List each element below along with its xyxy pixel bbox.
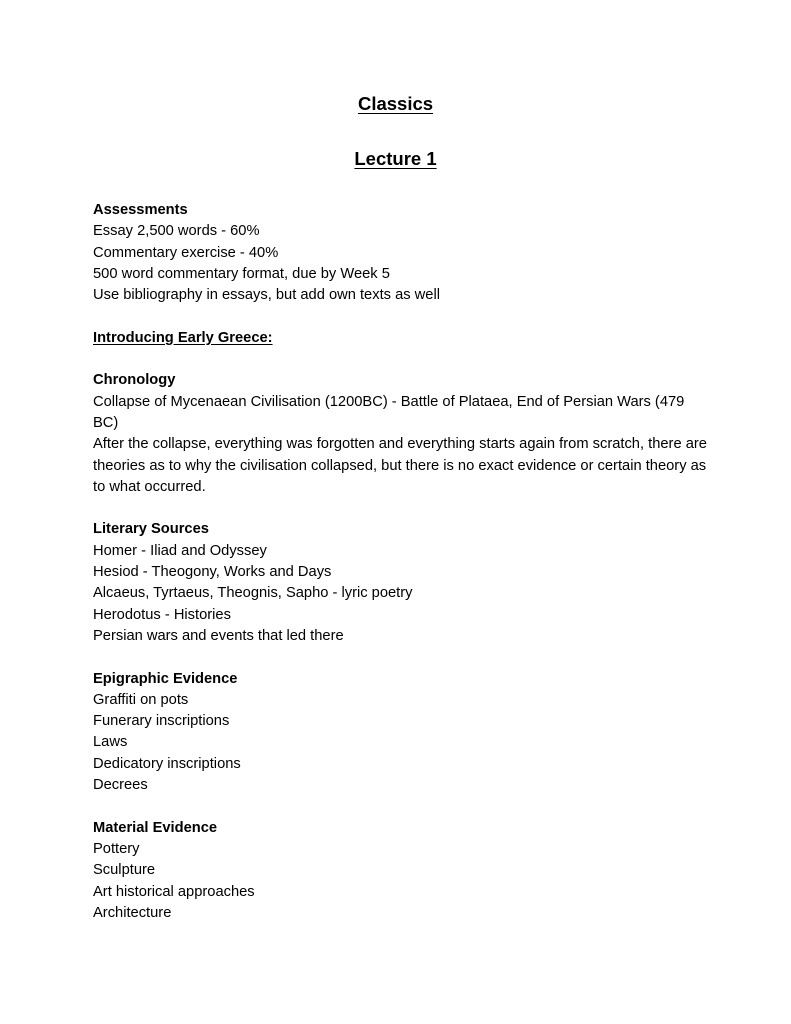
document-body: [93, 200, 713, 924]
spacer: [93, 796, 713, 817]
list-item: Pottery: [93, 840, 140, 857]
spacer: [93, 306, 713, 327]
epigraphic-evidence-section: [93, 669, 713, 797]
spacer: [93, 498, 713, 519]
list-item: Dedicatory inscriptions: [93, 755, 241, 772]
chronology-paragraph: After the collapse, everything was forgotten and everything starts again from scratch, there are theories as to why the civilisation collapsed, but there is no exact evidence or certain theory as to what occurred.: [93, 436, 707, 495]
document-title: Classics: [357, 93, 434, 114]
assessment-line: 500 word commentary format, due by Week 5: [93, 265, 390, 282]
intro-heading: Introducing Early Greece:: [93, 329, 273, 346]
list-item: Persian wars and events that led there: [93, 627, 344, 644]
epigraphic-evidence-heading: Epigraphic Evidence: [93, 670, 238, 687]
chronology-section: [93, 370, 713, 498]
literary-sources-section: [93, 519, 713, 647]
list-item: Homer - Iliad and Odyssey: [93, 542, 267, 559]
list-item: Architecture: [93, 904, 172, 921]
material-evidence-heading: Material Evidence: [93, 819, 218, 836]
list-item: Graffiti on pots: [93, 691, 189, 708]
lecture-heading: Lecture 1: [354, 148, 437, 169]
list-item: Laws: [93, 734, 128, 751]
list-item: Sculpture: [93, 862, 156, 879]
assessment-line: Use bibliography in essays, but add own texts as well: [93, 287, 440, 304]
list-item: Decrees: [93, 777, 148, 794]
literary-sources-heading: Literary Sources: [93, 521, 209, 538]
assessment-line: Essay 2,500 words - 60%: [93, 223, 260, 240]
material-evidence-section: [93, 818, 713, 924]
list-item: Funerary inscriptions: [93, 713, 230, 730]
list-item: Art historical approaches: [93, 883, 255, 900]
chronology-heading: Chronology: [93, 372, 176, 389]
spacer: [93, 349, 713, 370]
assessment-line: Commentary exercise - 40%: [93, 244, 279, 261]
assessments-heading: Assessments: [93, 202, 188, 218]
chronology-paragraph: Collapse of Mycenaean Civilisation (1200BC) - Battle of Plataea, End of Persian Wars (479 BC): [93, 393, 685, 431]
list-item: Herodotus - Histories: [93, 606, 231, 623]
list-item: Alcaeus, Tyrtaeus, Theognis, Sapho - lyric poetry: [93, 585, 413, 602]
spacer: [93, 647, 713, 668]
list-item: Hesiod - Theogony, Works and Days: [93, 564, 332, 581]
assessments-section: [93, 200, 713, 306]
